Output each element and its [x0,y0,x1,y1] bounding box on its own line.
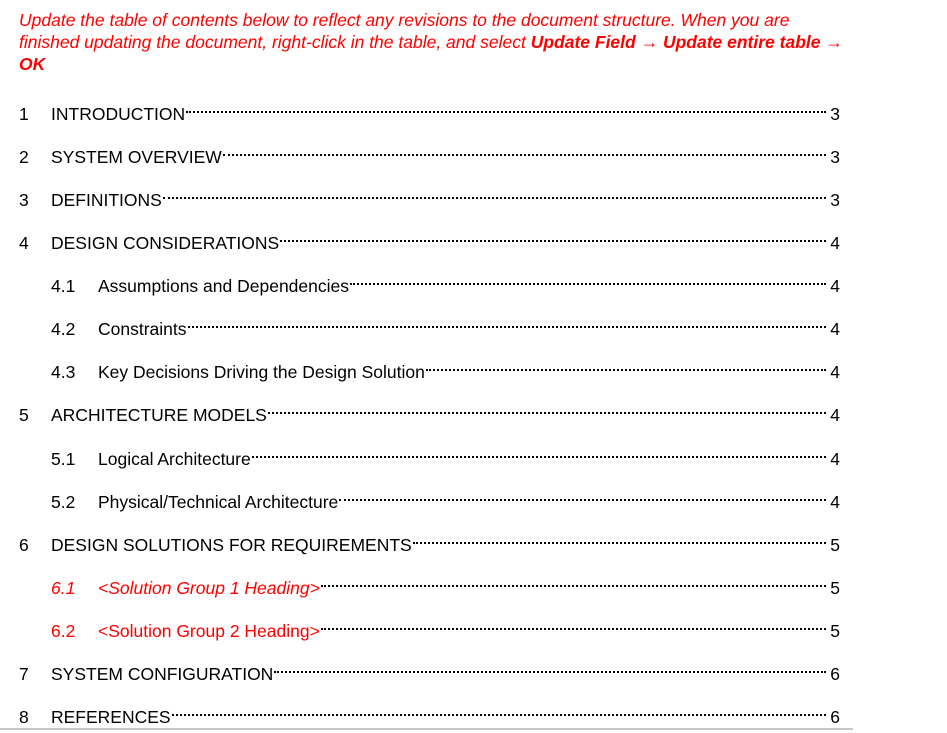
arrow-right-icon: → [820,32,843,52]
toc-entry-system-overview[interactable] [0,137,840,167]
toc-entry-page: 5 [830,535,840,555]
toc-entry-number: 4.1 [51,276,76,296]
dot-leader [268,395,826,421]
toc-entry-title: <Solution Group 2 Heading> [98,621,320,641]
toc-entry-number: 8 [19,707,29,727]
instructions-ok: OK [19,54,46,74]
toc-entry-page: 6 [830,664,840,684]
toc-entry-architecture-models[interactable] [0,395,840,425]
toc-entry-title: Physical/Technical Architecture [98,492,339,512]
toc-entry-title: Assumptions and Dependencies [98,276,349,296]
toc-entry-solution-group-2[interactable] [0,611,840,641]
toc-entry-page: 6 [830,707,840,727]
page-bottom-divider [0,728,853,730]
toc-instructions [19,9,849,75]
instructions-update-entire-table: Update entire table [662,32,821,52]
toc-entry-number: 4.3 [51,362,76,382]
toc-entry-physical-technical-architecture[interactable] [0,482,840,512]
toc-entry-logical-architecture[interactable] [0,439,840,469]
toc-entry-title: Logical Architecture [98,449,251,469]
toc-entry-number: 3 [19,190,29,210]
toc-entry-key-decisions[interactable] [0,352,840,382]
toc-entry-title: Key Decisions Driving the Design Solution [98,362,425,382]
dot-leader [188,309,826,335]
dot-leader [252,439,826,465]
dot-leader [280,223,826,249]
toc-entry-title: DEFINITIONS [51,190,162,210]
toc-entry-number: 4.2 [51,319,76,339]
toc-entry-number: 1 [19,104,29,124]
toc-entry-references[interactable] [0,697,840,727]
toc-entry-constraints[interactable] [0,309,840,339]
toc-entry-introduction[interactable] [0,94,840,124]
toc-entry-title: ARCHITECTURE MODELS [51,405,267,425]
dot-leader [339,482,826,508]
dot-leader [321,611,826,637]
instructions-text: Update the table of contents below to reflect any revisions to the document structure. When you are finished updating the document, right-click in the table, and select [19,10,790,52]
toc-entry-number: 5.1 [51,449,76,469]
toc-entry-page: 5 [830,578,840,598]
toc-entry-page: 4 [830,405,840,425]
toc-entry-number: 5.2 [51,492,76,512]
dot-leader [186,94,826,120]
toc-entry-title: Constraints [98,319,187,339]
toc-entry-title: SYSTEM OVERVIEW [51,147,222,167]
toc-entry-page: 4 [830,276,840,296]
toc-entry-number: 6.1 [51,578,76,598]
toc-entry-number: 4 [19,233,29,253]
toc-entry-solution-group-1[interactable] [0,568,840,598]
dot-leader [274,654,826,680]
toc-entry-page: 3 [830,190,840,210]
toc-entry-page: 4 [830,492,840,512]
dot-leader [350,266,826,292]
dot-leader [172,697,826,723]
dot-leader [321,568,826,594]
toc-entry-page: 3 [830,104,840,124]
toc-entry-page: 5 [830,621,840,641]
toc-entry-title: DESIGN CONSIDERATIONS [51,233,280,253]
toc-entry-number: 7 [19,664,29,684]
toc-entry-page: 3 [830,147,840,167]
dot-leader [163,180,826,206]
toc-entry-page: 4 [830,233,840,253]
toc-entry-title: DESIGN SOLUTIONS FOR REQUIREMENTS [51,535,412,555]
arrow-right-icon: → [635,32,663,52]
toc-entry-design-considerations[interactable] [0,223,840,253]
toc-entry-system-configuration[interactable] [0,654,840,684]
dot-leader [413,525,826,551]
toc-entry-design-solutions[interactable] [0,525,840,555]
toc-entry-page: 4 [830,362,840,382]
toc-entry-title: REFERENCES [51,707,171,727]
dot-leader [426,352,826,378]
toc-entry-assumptions-and-dependencies[interactable] [0,266,840,296]
instructions-update-field: Update Field [530,32,636,52]
toc-entry-title: INTRODUCTION [51,104,186,124]
toc-entry-page: 4 [830,319,840,339]
toc-entry-number: 5 [19,405,29,425]
toc-entry-title: SYSTEM CONFIGURATION [51,664,274,684]
toc-entry-page: 4 [830,449,840,469]
toc-entry-definitions[interactable] [0,180,840,210]
toc-entry-number: 2 [19,147,29,167]
dot-leader [223,137,826,163]
toc-entry-number: 6 [19,535,29,555]
toc-entry-title: <Solution Group 1 Heading> [98,578,320,598]
toc-entry-number: 6.2 [51,621,76,641]
